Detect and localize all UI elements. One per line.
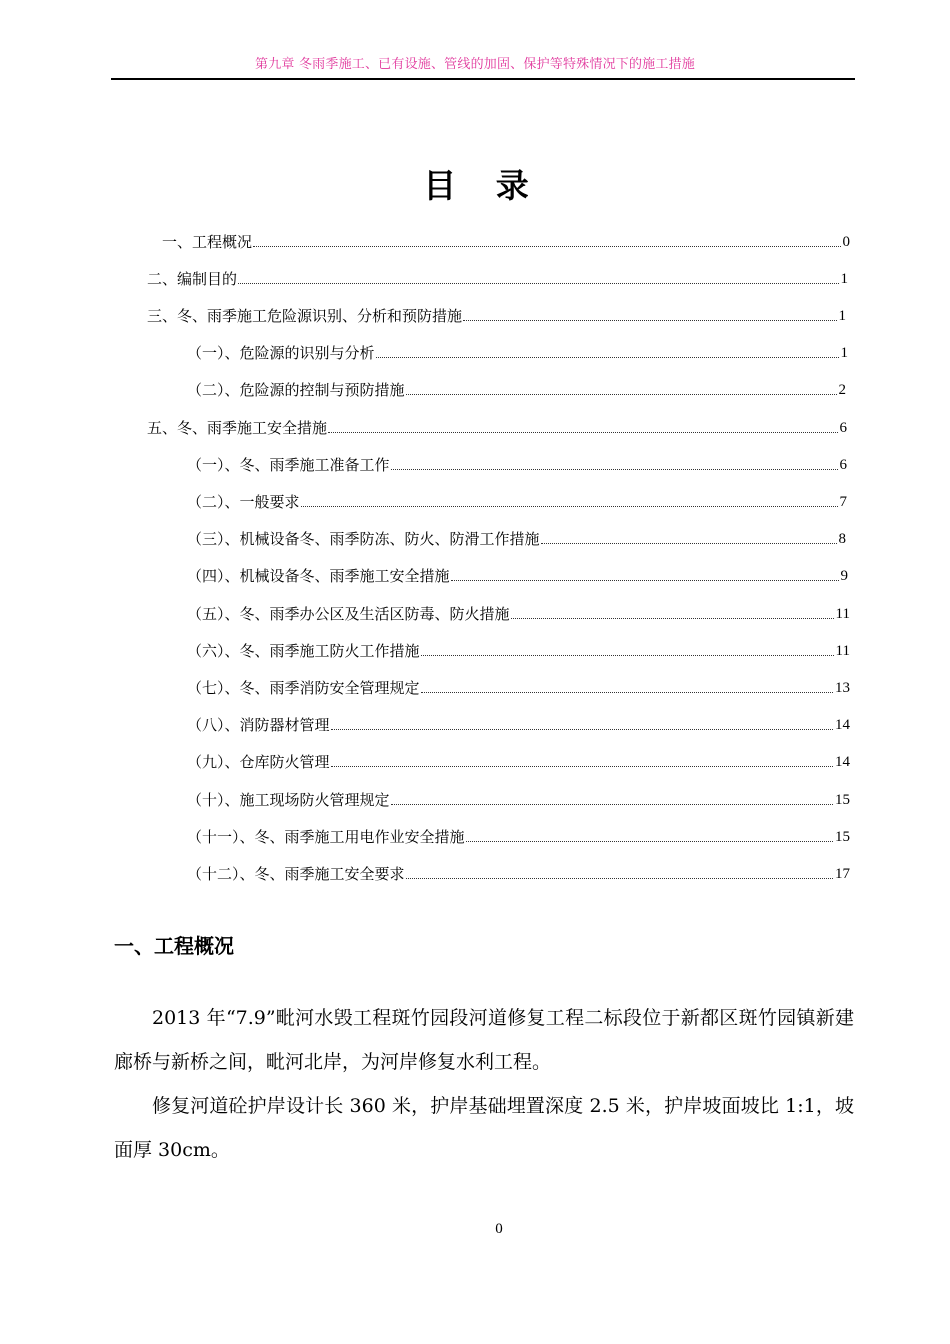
dot-leader <box>391 468 838 470</box>
page-number: 0 <box>495 1221 503 1237</box>
toc-entry-page: 7 <box>839 494 847 510</box>
toc-entry-page: 8 <box>838 531 846 547</box>
toc-entry-label: 一、工程概况 <box>162 233 253 251</box>
toc-entry[interactable] <box>187 788 850 810</box>
toc-entry-label: （一）、危险源的识别与分析 <box>187 344 375 362</box>
paragraph: 修复河道砼护岸设计长 360 米，护岸基础埋置深度 2.5 米，护岸坡面坡比 1:1，坡面厚 30cm。 <box>114 1095 854 1161</box>
toc-entry[interactable] <box>187 862 850 884</box>
toc-title: 目 录 <box>423 166 543 205</box>
toc-entry[interactable] <box>187 453 847 475</box>
dot-leader <box>376 356 839 358</box>
header-rule <box>111 78 855 80</box>
dot-leader <box>238 282 838 284</box>
toc-entry-page: 6 <box>839 420 847 436</box>
dot-leader <box>511 617 834 619</box>
toc-entry-label: （十）、施工现场防火管理规定 <box>187 791 390 809</box>
toc-entry[interactable] <box>147 267 848 289</box>
toc-entry-label: （三）、机械设备冬、雨季防冻、防火、防滑工作措施 <box>187 530 540 548</box>
toc-entry[interactable] <box>187 378 846 400</box>
toc-entry-page: 11 <box>835 643 850 659</box>
toc-entry-label: （一）、冬、雨季施工准备工作 <box>187 456 390 474</box>
toc-entry-label: （六）、冬、雨季施工防火工作措施 <box>187 642 420 660</box>
toc-entry-label: （七）、冬、雨季消防安全管理规定 <box>187 679 420 697</box>
toc-entry-page: 14 <box>835 754 850 770</box>
toc-entry-page: 0 <box>842 234 850 250</box>
toc-entry-label: 三、冬、雨季施工危险源识别、分析和预防措施 <box>147 307 463 325</box>
toc-entry-label: （二）、危险源的控制与预防措施 <box>187 381 405 399</box>
toc-entry-page: 15 <box>835 792 850 808</box>
toc-entry-label: （五）、冬、雨季办公区及生活区防毒、防火措施 <box>187 605 510 623</box>
toc-entry-page: 14 <box>835 717 850 733</box>
toc-entry[interactable] <box>187 602 850 624</box>
toc-entry-label: （十二）、冬、雨季施工安全要求 <box>187 865 405 883</box>
dot-leader <box>421 691 833 693</box>
toc-entry[interactable] <box>187 713 850 735</box>
dot-leader <box>466 840 833 842</box>
dot-leader <box>406 877 833 879</box>
dot-leader <box>463 319 836 321</box>
dot-leader <box>406 393 837 395</box>
section-body <box>114 996 854 1172</box>
toc-entry[interactable] <box>187 341 848 363</box>
section-heading: 一、工程概况 <box>114 934 234 958</box>
dot-leader <box>253 245 840 247</box>
toc-entry-page: 1 <box>838 308 846 324</box>
dot-leader <box>331 728 833 730</box>
toc-entry[interactable] <box>187 564 848 586</box>
toc-entry[interactable] <box>147 304 846 326</box>
dot-leader <box>451 579 839 581</box>
toc-entry-page: 2 <box>838 382 846 398</box>
toc-entry[interactable] <box>147 416 847 438</box>
dot-leader <box>301 505 838 507</box>
dot-leader <box>331 765 833 767</box>
toc-entry-page: 9 <box>840 568 848 584</box>
toc-entry-label: （九）、仓库防火管理 <box>187 753 330 771</box>
toc-entry-page: 11 <box>835 606 850 622</box>
dot-leader <box>541 542 837 544</box>
toc-entry-page: 13 <box>835 680 850 696</box>
toc-entry[interactable] <box>187 527 846 549</box>
toc-entry-page: 1 <box>840 345 848 361</box>
dot-leader <box>391 803 833 805</box>
toc-entry-label: 二、编制目的 <box>147 270 238 288</box>
dot-leader <box>328 431 837 433</box>
paragraph: 2013 年“7.9”毗河水毁工程斑竹园段河道修复工程二标段位于新都区斑竹园镇新建廊桥与新桥之间，毗河北岸，为河岸修复水利工程。 <box>114 1007 854 1073</box>
dot-leader <box>421 654 834 656</box>
toc-entry-label: （十一）、冬、雨季施工用电作业安全措施 <box>187 828 465 846</box>
toc-entry[interactable] <box>162 230 850 252</box>
running-header: 第九章 冬雨季施工、已有设施、管线的加固、保护等特殊情况下的施工措施 <box>255 57 695 72</box>
toc-entry-label: （四）、机械设备冬、雨季施工安全措施 <box>187 567 450 585</box>
toc-entry[interactable] <box>187 825 850 847</box>
toc-entry-page: 1 <box>840 271 848 287</box>
toc-entry-page: 17 <box>835 866 850 882</box>
toc-entry-label: 五、冬、雨季施工安全措施 <box>147 419 328 437</box>
toc-entry-label: （二）、一般要求 <box>187 493 300 511</box>
toc-entry[interactable] <box>187 639 850 661</box>
toc-entry[interactable] <box>187 676 850 698</box>
toc-entry-page: 15 <box>835 829 850 845</box>
toc-entry[interactable] <box>187 490 847 512</box>
toc-entry-page: 6 <box>839 457 847 473</box>
toc-entry-label: （八）、消防器材管理 <box>187 716 330 734</box>
toc-entry[interactable] <box>187 750 850 772</box>
